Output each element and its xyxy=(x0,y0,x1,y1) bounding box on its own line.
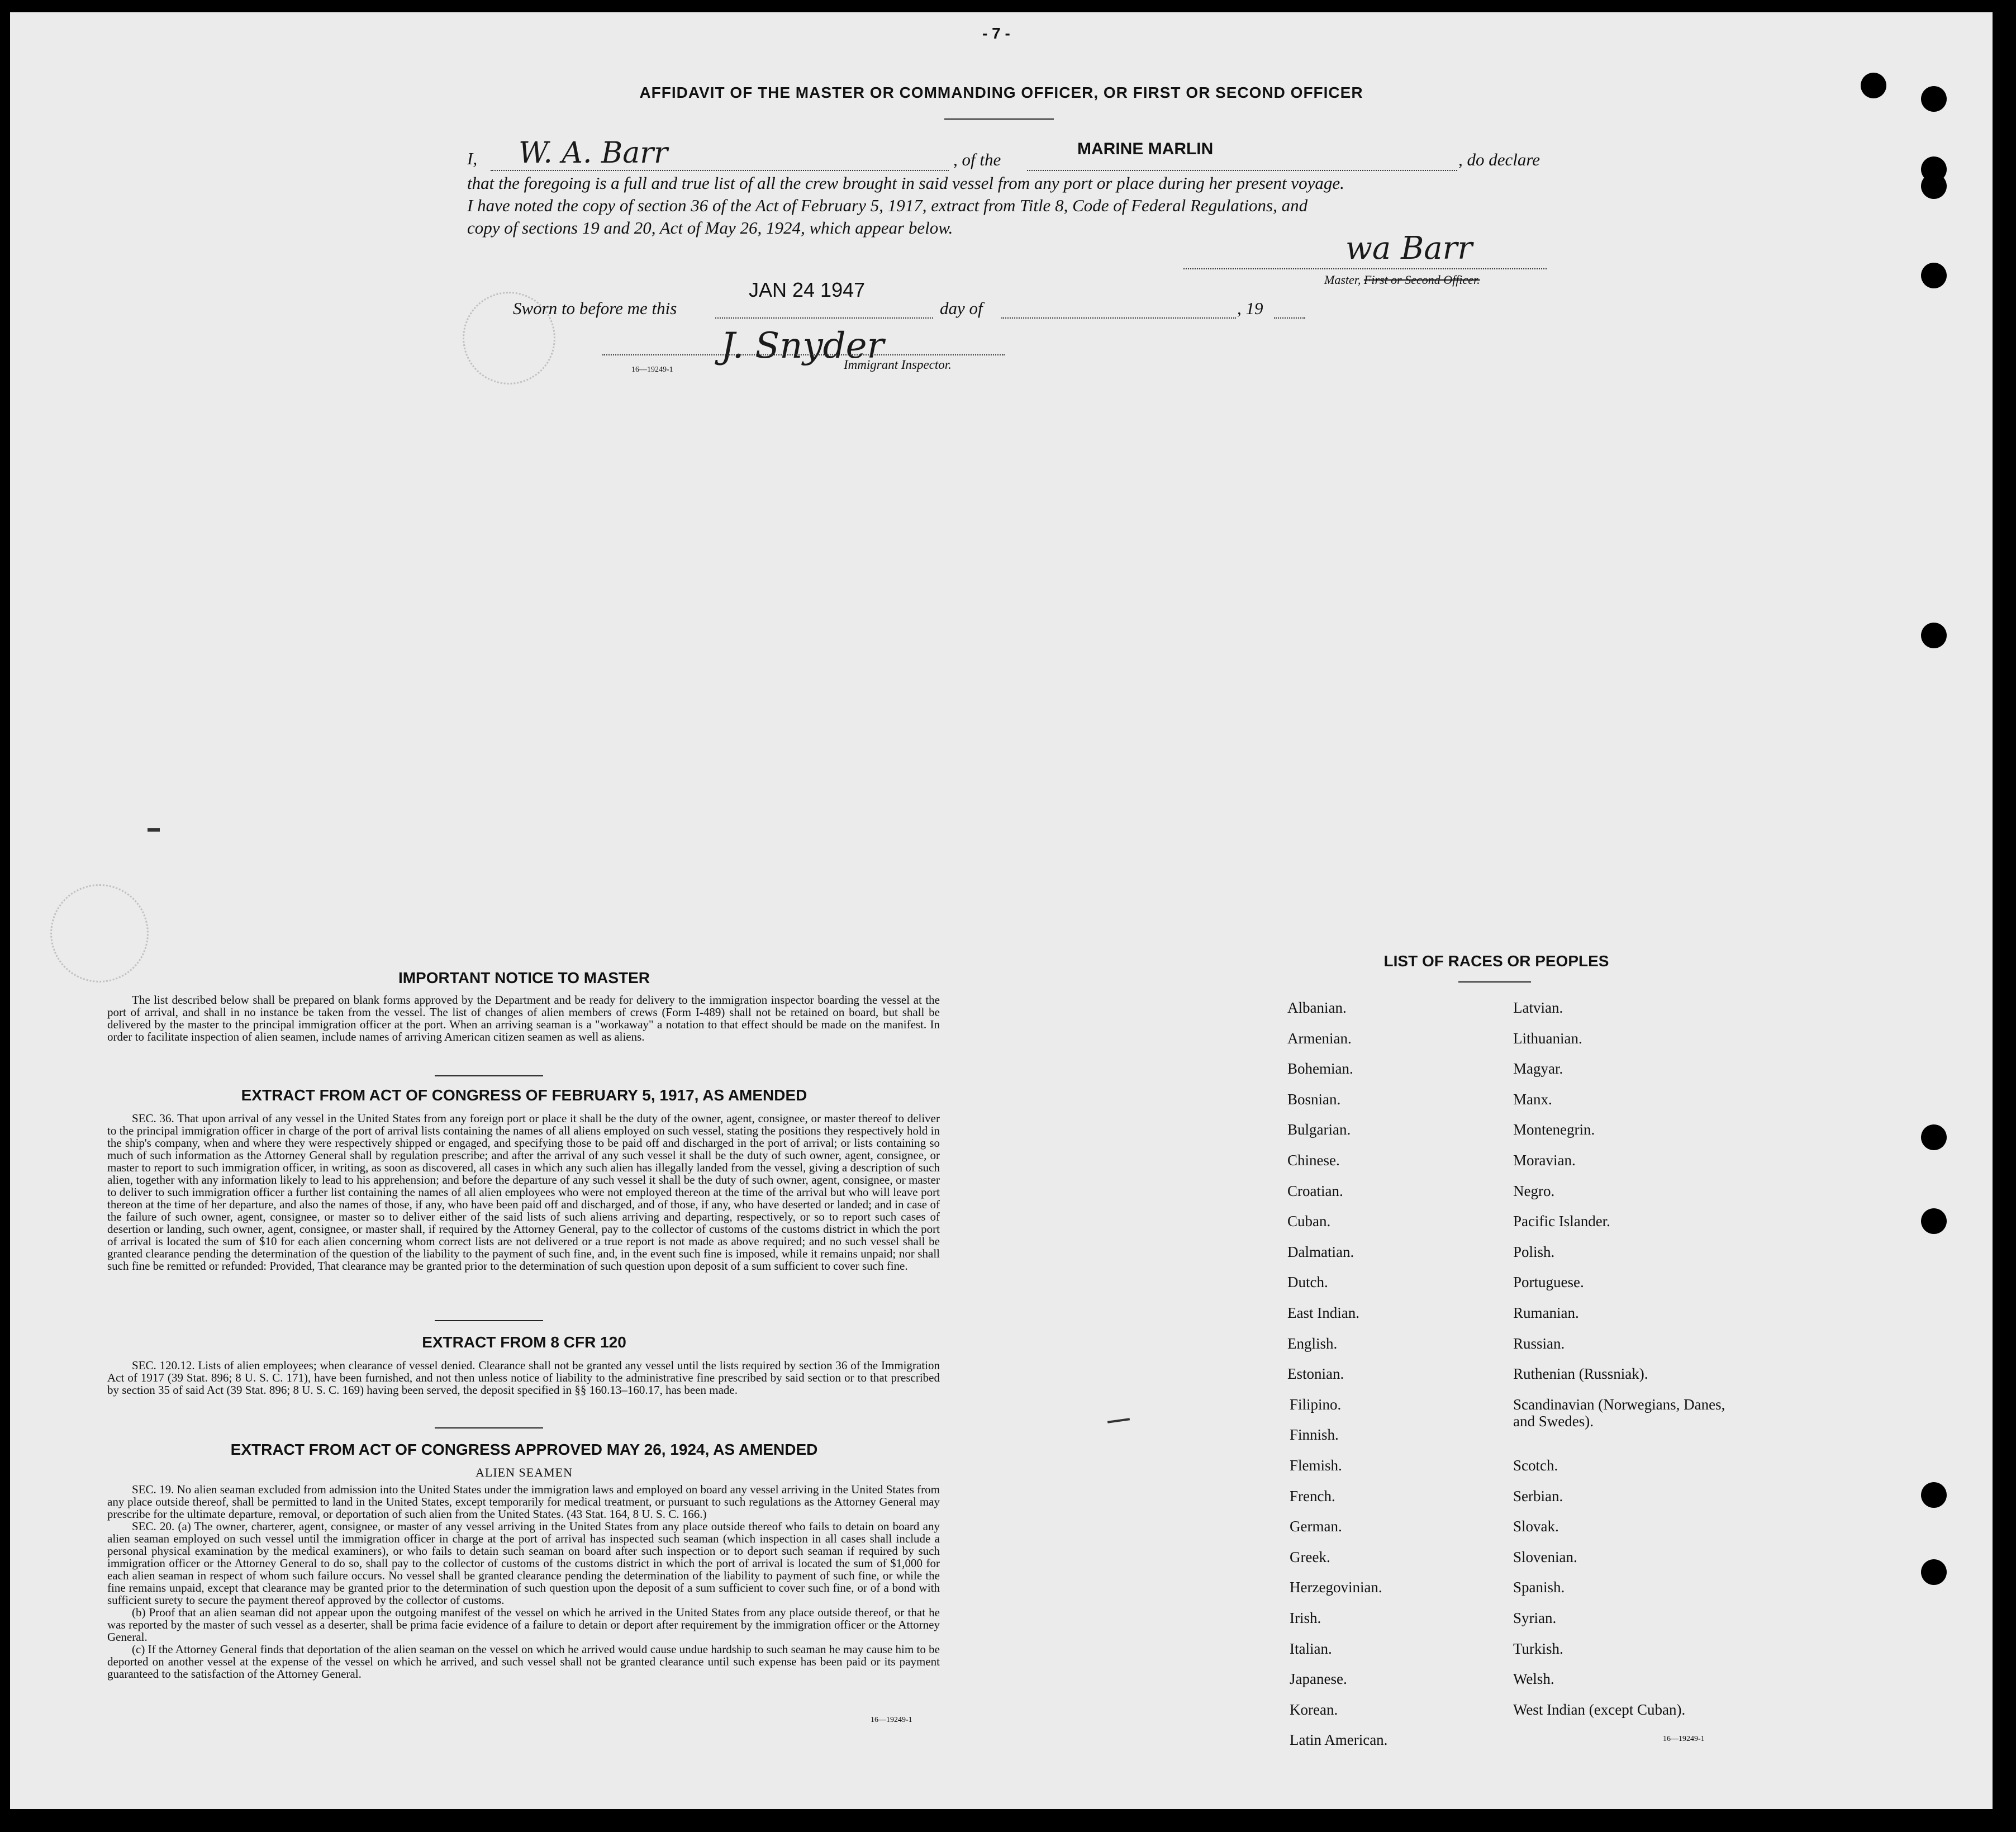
race-item: Moravian. xyxy=(1513,1152,1576,1169)
race-item: Chinese. xyxy=(1287,1152,1340,1169)
divider xyxy=(435,1075,543,1076)
race-item: Montenegrin. xyxy=(1513,1121,1595,1138)
document-page xyxy=(10,12,1993,1809)
punch-hole xyxy=(1921,1559,1947,1585)
race-item: Syrian. xyxy=(1513,1610,1557,1626)
date-line xyxy=(715,317,933,319)
race-item: Bosnian. xyxy=(1287,1090,1341,1108)
race-item: Croatian. xyxy=(1287,1182,1343,1199)
extract-1917-body xyxy=(107,1112,940,1272)
race-item: Lithuanian. xyxy=(1513,1029,1582,1047)
day-of-text: day of xyxy=(940,298,983,318)
master-label xyxy=(1324,273,1480,287)
race-item: Irish. xyxy=(1290,1610,1321,1626)
divider xyxy=(435,1320,543,1321)
section-20b-text: (b) Proof that an alien seaman did not appear upon the outgoing manifest of the vessel on which he arrived in the United States from any place outside thereof, or that he was reported by the master of such vessel as a deserter, shall be prima facie evidence of a failure to detain or deport after requirement by the immigration officer or the Attorney General. xyxy=(107,1606,940,1644)
section-20c-text: (c) If the Attorney General finds that deportation of the alien seaman on the vessel on which he arrived would cause undue hardship to such seaman he may cause him to be deported on another vessel at the expense of the vessel on which he arrived, and such vessel shall not be granted clearance until such expense has been paid or its payment guaranteed to the satisfaction of the Attorney General. xyxy=(107,1643,940,1681)
race-item: East Indian. xyxy=(1287,1304,1359,1321)
race-item: Rumanian. xyxy=(1513,1304,1579,1321)
divider xyxy=(435,1427,543,1428)
race-item: Flemish. xyxy=(1290,1457,1342,1474)
master-name-handwritten: W. A. Barr xyxy=(519,136,668,170)
form-number-left: 16—19249-1 xyxy=(871,1716,912,1724)
vessel-line xyxy=(1027,170,1457,171)
race-item: Spanish. xyxy=(1513,1579,1565,1596)
form-number-top: 16—19249-1 xyxy=(631,366,673,374)
punch-hole xyxy=(1921,1124,1947,1150)
month-line xyxy=(1001,317,1236,319)
race-item: Armenian. xyxy=(1287,1029,1352,1047)
title-divider xyxy=(944,118,1054,120)
race-item: Cuban. xyxy=(1287,1213,1331,1230)
inspector-signature-line xyxy=(602,354,1005,355)
extract-1924-title: EXTRACT FROM ACT OF CONGRESS APPROVED MAY 26, 1924, AS AMENDED xyxy=(230,1441,818,1458)
race-item: Italian. xyxy=(1290,1640,1332,1657)
notice-text: The list described below shall be prepared on blank forms approved by the Department and be ready for delivery to the immigration inspector boarding the vessel at the port of arrival, and shall in no instance be taken from the vessel. The list of changes of alien members of crews (Form I-489) shall not be retained on board, but shall be delivered by the master to the principal immigration officer at the port. When an arriving seaman is a "workaway" a notation to that effect should be made on the manifest. In order to facilitate inspection of alien seamen, include names of arriving American citizen seamen as well as aliens. xyxy=(107,993,940,1043)
embossed-seal xyxy=(50,884,149,983)
extract-1917-text: SEC. 36. That upon arrival of any vessel in the United States from any foreign port or place it shall be the duty of the owner, agent, consignee, or master thereof to deliver to the principal immigration officer in charge of the port of arrival lists containing the names of all aliens employed on such vessel, stating the positions they respectively hold in the ship's company, when and where they were respectively shipped or engaged, and specifying those to be paid off and discharged in the port of arrival; or lists containing so much of such information as the Attorney General shall by regulation prescribe; and after the arrival of any such vessel it shall be the duty of such owner, agent, consignee, or master to report to such immigration officer, in writing, as soon as discovered, all cases in which any such alien has illegally landed from the vessel, giving a description of such alien, together with any information likely to lead to his apprehension; and before the departure of any such vessel it shall be the duty of such owner, agent, consignee, or master to deliver to such immigration officer a further list containing the names of all alien employees who were not employed thereon at the time of the arrival but who will leave port thereon at the time of her departure, and also the names of those, if any, who have been paid off and discharged, and of those, if any, who have deserted or landed; and in case of the failure of such owner, agent, consignee, or master so to deliver either of the said lists of such aliens arriving and departing, respectively, or so to report such cases of desertion or landing, such owner, agent, consignee, or master shall, if required by the Attorney General, pay to the collector of customs of the customs district in which the port of arrival is located the sum of $10 for each alien concerning whom correct lists are not delivered or a true report is not made as above required; and no such vessel shall be granted clearance pending the determination of the question of the liability to the payment of such fine, and, in the event such fine is imposed, while it remains unpaid; nor shall such fine be remitted or refunded: Provided, That clearance may be granted prior to the determination of such question upon deposit of a sum sufficient to cover such fine. xyxy=(107,1112,940,1273)
affidavit-prefix: I, xyxy=(467,149,478,168)
race-item: Welsh. xyxy=(1513,1670,1554,1688)
race-item: Magyar. xyxy=(1513,1060,1563,1078)
year-prefix: , 19 xyxy=(1237,298,1263,318)
race-item: West Indian (except Cuban). xyxy=(1513,1701,1686,1718)
race-item: Latin American. xyxy=(1290,1731,1388,1749)
affidavit-line-3: I have noted the copy of section 36 of the Act of February 5, 1917, extract from Title 8, Code of Federal Regulations, and xyxy=(467,196,1308,215)
year-line xyxy=(1274,317,1305,319)
extract-1924-subtitle: ALIEN SEAMEN xyxy=(476,1465,573,1479)
race-item: Scandinavian (Norwegians, Danes, and Swedes). xyxy=(1513,1396,1725,1430)
master-label-text: Master, xyxy=(1324,273,1361,287)
race-item: Dalmatian. xyxy=(1287,1243,1354,1260)
races-title: LIST OF RACES OR PEOPLES xyxy=(1383,952,1609,970)
race-item: Albanian. xyxy=(1287,999,1347,1016)
race-item: Bohemian. xyxy=(1287,1060,1353,1078)
race-item: Latvian. xyxy=(1513,999,1563,1016)
speck xyxy=(148,828,160,832)
race-item: German. xyxy=(1290,1518,1342,1535)
race-item: Portuguese. xyxy=(1513,1274,1584,1291)
race-item: Filipino. xyxy=(1290,1396,1342,1413)
punch-hole xyxy=(1921,173,1947,199)
affidavit-title: AFFIDAVIT OF THE MASTER OR COMMANDING OFFICER, OR FIRST OR SECOND OFFICER xyxy=(639,84,1363,101)
affidavit-line-4: copy of sections 19 and 20, Act of May 26, 1924, which appear below. xyxy=(467,218,953,238)
race-item: English. xyxy=(1287,1335,1338,1352)
sworn-text: Sworn to before me this xyxy=(513,298,677,318)
extract-cfr-title: EXTRACT FROM 8 CFR 120 xyxy=(422,1333,626,1351)
race-item: Pacific Islander. xyxy=(1513,1213,1610,1230)
race-item: Polish. xyxy=(1513,1243,1555,1260)
extract-1924-body xyxy=(107,1483,940,1680)
notice-body xyxy=(107,994,940,1043)
master-signature-line xyxy=(1183,268,1547,269)
date-stamp: JAN 24 1947 xyxy=(749,278,866,301)
vessel-name: MARINE MARLIN xyxy=(1077,140,1214,158)
race-item: Negro. xyxy=(1513,1182,1555,1199)
struck-officer-label: First or Second Officer. xyxy=(1363,273,1480,287)
inspector-signature: J. Snyder xyxy=(721,325,885,367)
affidavit-line-2: that the foregoing is a full and true list of all the crew brought in said vessel from any port or place during her present voyage. xyxy=(467,173,1344,193)
extract-1917-title: EXTRACT FROM ACT OF CONGRESS OF FEBRUARY 5, 1917, AS AMENDED xyxy=(241,1086,807,1104)
master-signature: wa Barr xyxy=(1345,230,1473,267)
extract-cfr-text: SEC. 120.12. Lists of alien employees; when clearance of vessel denied. Clearance shall not be granted any vessel until the lists required by section 36 of the Immigration Act of 1917 (39 Stat. 896; 8 U. S. C. 171), have been furnished, and not then unless notice of liability to the administrative fine prescribed by said section or to that prescribed by section 35 of said Act (39 Stat. 896; 8 U. S. C. 169) having been served, the deposit specified in §§ 160.13–160.17, has been made. xyxy=(107,1359,940,1397)
race-item: Turkish. xyxy=(1513,1640,1563,1657)
do-declare-text: , do declare xyxy=(1458,150,1540,169)
races-divider xyxy=(1458,981,1531,983)
race-item: Greek. xyxy=(1290,1548,1330,1565)
race-item: Slovenian. xyxy=(1513,1548,1577,1565)
of-the-text: , of the xyxy=(953,150,1001,169)
race-item: Russian. xyxy=(1513,1335,1565,1352)
punch-hole xyxy=(1921,1208,1947,1234)
race-item: Korean. xyxy=(1290,1701,1338,1718)
race-item: Serbian. xyxy=(1513,1487,1563,1504)
extract-cfr-body xyxy=(107,1359,940,1396)
race-item: Slovak. xyxy=(1513,1518,1559,1535)
punch-hole xyxy=(1921,623,1947,648)
race-item: Herzegovinian. xyxy=(1290,1579,1382,1596)
punch-hole xyxy=(1921,1482,1947,1508)
form-number-right: 16—19249-1 xyxy=(1663,1735,1705,1743)
race-item: Finnish. xyxy=(1290,1426,1339,1444)
section-20a-text: SEC. 20. (a) The owner, charterer, agent, consignee, or master of any vessel arriving in the United States from any place outside thereof who fails to detain on board any alien seaman employed on such vessel until the immigration officer in charge at the port of arrival has inspected such seaman (which inspection in all cases shall include a personal physical examination by the medical examiners), or who fails to detain such seaman on board after such inspection or to deport such seaman if required by such immigration officer or the Attorney General to do so, shall pay to the collector of customs of the customs district in which the port of arrival is located the sum of $1,000 for each alien seaman in respect of whom such failure occurs. No vessel shall be granted clearance pending the determination of the liability to payment of such fine, or while the fine remains unpaid, except that clearance may be granted prior to the determination of such question upon the deposit of a sum sufficient to cover such fine, or of a bond with sufficient surety to secure the payment thereof approved by the collector of customs. xyxy=(107,1520,940,1607)
page-mark: - 7 - xyxy=(982,25,1010,42)
race-item: Estonian. xyxy=(1287,1365,1344,1383)
punch-hole xyxy=(1921,263,1947,288)
section-19-text: SEC. 19. No alien seaman excluded from admission into the United States under the immigration laws and employed on board any vessel arriving in the United States from any place outside thereof, shall be permitted to land in the United States, except temporarily for medical treatment, or pursuant to such regulations as the Attorney General may prescribe for the ultimate departure, removal, or deportation of such alien from the United States. (43 Stat. 164, 8 U. S. C. 166.) xyxy=(107,1483,940,1521)
speck xyxy=(1107,1418,1130,1423)
name-line xyxy=(491,170,949,171)
race-item: Dutch. xyxy=(1287,1274,1328,1291)
inspector-label: Immigrant Inspector. xyxy=(844,358,952,372)
notice-title: IMPORTANT NOTICE TO MASTER xyxy=(398,969,650,986)
race-item: Manx. xyxy=(1513,1090,1552,1108)
race-item: Scotch. xyxy=(1513,1457,1558,1474)
race-item: Ruthenian (Russniak). xyxy=(1513,1365,1648,1383)
race-item: French. xyxy=(1290,1487,1335,1504)
race-item: Bulgarian. xyxy=(1287,1121,1351,1138)
race-item: Japanese. xyxy=(1290,1670,1347,1688)
